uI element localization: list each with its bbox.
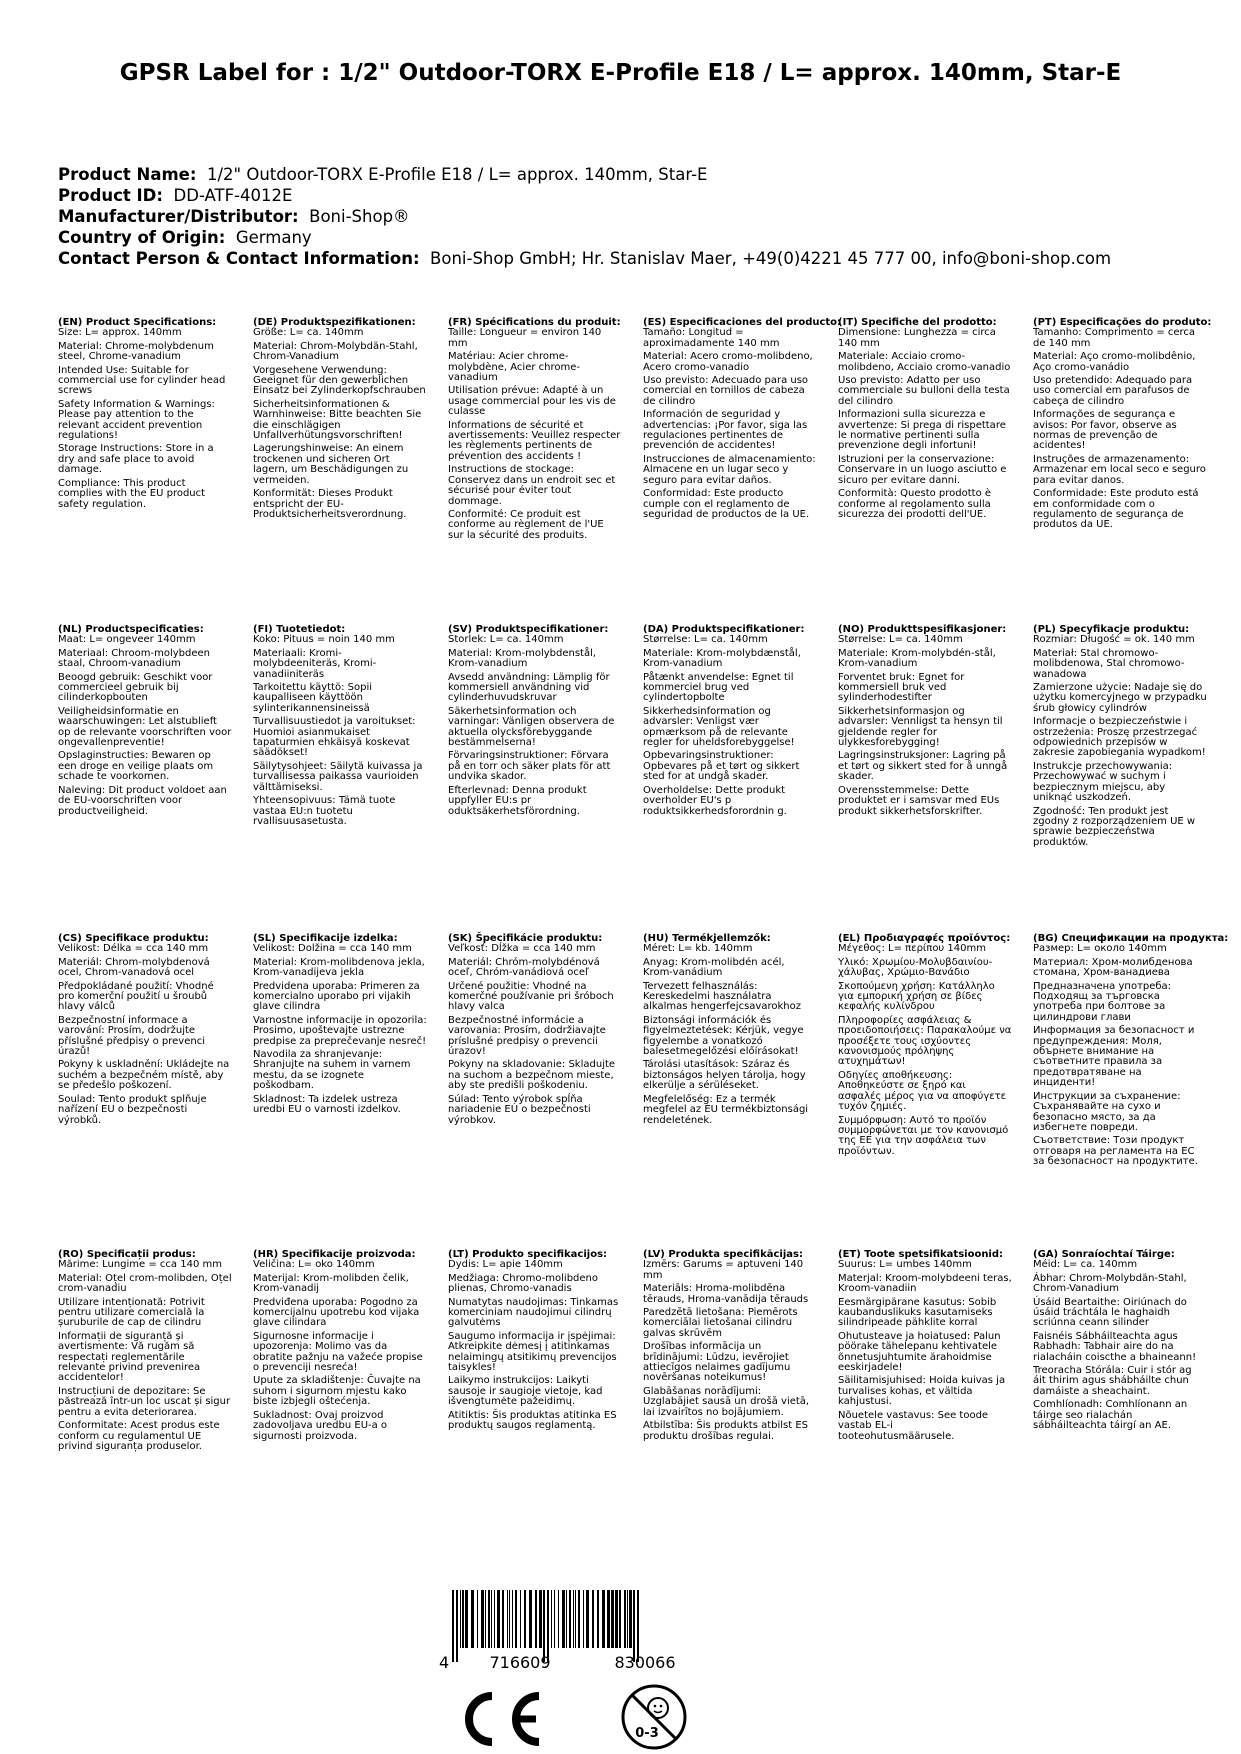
spec-line: Størrelse: L= ca. 140mm	[838, 634, 963, 646]
spec-line: Yhteensopivuus: Tämä tuote vastaa EU:n tuotetu rvallisuusasetusta.	[253, 795, 396, 827]
spec-line: Medžiaga: Chromo-molibdeno plienas, Chromo-vanadis	[448, 1272, 599, 1295]
spec-line: Upute za skladištenje: Čuvajte na suhom i sigurnom mjestu kako biste izbjegli oštećenja.	[253, 1375, 421, 1408]
spec-line: Varnostne informacije in opozorila: Prosimo, upoštevajte ustrezne predpise za preprečevanje nesreč!	[253, 1014, 427, 1047]
spec-line: Soulad: Tento produkt splňuje nařízení EU o bezpečnosti výrobků.	[58, 1093, 207, 1126]
barcode-digits-right: 830066	[614, 1653, 676, 1670]
spec-line: Instrucțiuni de depozitare: Se păstrează într-un loc uscat și sigur pentru a evita deteriorarea.	[58, 1385, 231, 1418]
spec-line: Bezpečnostní informace a varování: Prosím, dodržujte příslušné předpisy o prevenci úrazů!	[58, 1014, 205, 1058]
spec-block	[448, 1250, 622, 1435]
spec-block-title: (SL) Specifikacije izdelka:	[253, 933, 398, 944]
spec-line: Suurus: L= umbes 140mm	[838, 1259, 972, 1271]
spec-line: Material: Acero cromo-molibdeno, Acero cromo-vanadio	[643, 351, 813, 373]
spec-block	[1033, 625, 1207, 851]
spec-line: Οδηγίες αποθήκευσης: Αποθηκεύστε σε ξηρό και ασφαλές μέρος για να αποφύγετε τυχόν ζημιές.	[838, 1069, 1007, 1113]
spec-line: Safety Information & Warnings: Please pay attention to the relevant accident prevention regulations!	[58, 398, 215, 442]
info-product-id	[58, 185, 1198, 206]
spec-line: Určené použitie: Vhodné na komerčné používanie pri šróboch hlavy valca	[448, 980, 614, 1013]
spec-line: Material: Chrome-molybdenum steel, Chrome-vanadium	[58, 340, 214, 363]
spec-line: Tamanho: Comprimento = cerca de 140 mm	[1033, 327, 1196, 349]
spec-line: Size: L= approx. 140mm	[58, 327, 182, 339]
spec-line: Avsedd användning: Lämplig för kommersiell användning vid cylinderhuvudskruvar	[448, 671, 610, 704]
spec-block-title: (FR) Spécifications du produit:	[448, 317, 621, 328]
spec-block-title: (HU) Termékjellemzők:	[643, 933, 771, 944]
spec-line: Turvallisuustiedot ja varoitukset: Huomioi asianmukaiset tapaturmien ehkäisyä koskevat säädökset!	[253, 716, 416, 759]
spec-block-title: (LT) Produkto specifikacijos:	[448, 1249, 608, 1260]
spec-block-title: (SK) Špecifikácie produktu:	[448, 933, 603, 944]
spec-line: Πληροφορίες ασφάλειας & προειδοποιήσεις: Παρακαλούμε να προσέξετε τους ισχύοντες κανονισμούς πρόληψης ατυχημάτων!	[838, 1014, 1012, 1068]
spec-block-title: (EN) Product Specifications:	[58, 317, 217, 328]
spec-line: Eesmärgipärane kasutus: Sobib kaubanduslikuks kasutamiseks silindripeade pähklite korral	[838, 1296, 997, 1329]
spec-line: Overensstemmelse: Dette produktet er i samsvar med EUs produkt sikkerhetsforskrifter.	[838, 784, 1000, 817]
spec-line: Skladnost: Ta izdelek ustreza uredbi EU o varnosti izdelkov.	[253, 1093, 401, 1116]
spec-line: Sicherheitsinformationen & Warnhinweise: Bitte beachten Sie die einschlägigen Unfallverhütungsvorschriften!	[253, 398, 422, 442]
spec-line: Úsáid Beartaithe: Oiriúnach do úsáid tráchtála le haghaidh scriúnna ceann silinder	[1033, 1296, 1187, 1329]
spec-line: Σκοπούμενη χρήση: Κατάλληλο για εμπορική χρήση σε βίδες κεφαλής κυλίνδρου	[838, 980, 995, 1013]
spec-line: Matériau: Acier chrome-molybdène, Acier chrome-vanadium	[448, 351, 580, 384]
spec-line: Lagerungshinweise: An einem trockenen und sicheren Ort lagern, um Beschädigungen zu vermeiden.	[253, 443, 409, 486]
info-contact	[58, 248, 1198, 269]
spec-line: Materiaal: Chroom-molybdeen staal, Chroom-vanadium	[58, 647, 210, 670]
spec-block	[448, 934, 622, 1129]
spec-block	[838, 934, 1012, 1160]
spec-line: Material: Krom-molybdenstål, Krom-vanadium	[448, 647, 597, 670]
barcode-digits-left: 716609	[489, 1653, 551, 1670]
spec-line: Taille: Longueur = environ 140 mm	[448, 327, 602, 349]
info-product-name	[58, 164, 1198, 185]
spec-line: Tamaño: Longitud = aproximadamente 140 mm	[643, 327, 780, 349]
spec-line: Instruções de armazenamento: Armazenar em local seco e seguro para evitar danos.	[1033, 453, 1206, 486]
info-value: DD-ATF-4012E	[173, 186, 293, 205]
spec-block	[253, 318, 427, 523]
spec-block-title: (HR) Specifikacije proizvoda:	[253, 1249, 416, 1260]
spec-line: Conformità: Questo prodotto è conforme al regolamento sulla sicurezza dei prodotti dell'UE.	[838, 488, 992, 520]
age-label: 0-3	[635, 1726, 659, 1741]
spec-block-title: (ES) Especificaciones del producto:	[643, 317, 842, 328]
spec-line: Materjal: Kroom-molybdeeni teras, Kroom-vanadiin	[838, 1272, 1012, 1295]
spec-line: Συμμόρφωση: Αυτό το προϊόν συμμορφώνεται με τον κανονισμό της ΕΕ για την ασφάλεια των προϊόντων.	[838, 1114, 1009, 1157]
spec-line: Intended Use: Suitable for commercial use for cylinder head screws	[58, 364, 226, 397]
spec-line: Tervezett felhasználás: Kereskedelmi használatra alkalmas hengerfejcsavarokhoz	[643, 980, 801, 1013]
spec-line: Velikost: Délka = cca 140 mm	[58, 943, 209, 955]
info-label: Country of Origin:	[58, 228, 226, 247]
spec-block-title: (PL) Specyfikacje produktu:	[1033, 624, 1190, 635]
spec-line: Sikkerhetsinformasjon og advarsler: Vennligst ta hensyn til gjeldende regler for ulykkesforebygging!	[838, 705, 1003, 749]
spec-line: Uso previsto: Adecuado para uso comercial en tornillos de cabeza de cilindro	[643, 375, 809, 407]
spec-line: Predviđena uporaba: Pogodno za komercijalnu upotrebu kod vijaka glave cilindara	[253, 1296, 420, 1329]
spec-line: Nõuetele vastavus: See toode vastab EL-i tooteohutusmäärusele.	[838, 1409, 989, 1442]
spec-block-title: (RO) Specificații produs:	[58, 1249, 196, 1260]
spec-line: Méid: L= ca. 140mm	[1033, 1259, 1138, 1271]
spec-line: Faisnéis Sábháilteachta agus Rabhadh: Tabhair aire do na rialacháin coiscthe a bhaineann!	[1033, 1330, 1197, 1363]
spec-block	[58, 625, 232, 820]
spec-block	[838, 1250, 1012, 1445]
spec-line: Materiał: Stal chromowo-molibdenowa, Stal chromowo-wanadowa	[1033, 647, 1185, 680]
spec-line: Veiligheidsinformatie en waarschuwingen: Let alstublieft op de relevante voorschriften voor ongevallenpreventie!	[58, 705, 232, 749]
spec-line: Información de seguridad y advertencias: ¡Por favor, siga las regulaciones pertinentes de prevención de accidentes!	[643, 409, 808, 452]
spec-line: Materiale: Krom-molybdén-stål, Krom-vanadium	[838, 647, 996, 670]
spec-line: Megfelelőség: Ez a termék megfelel az EU termékbiztonsági rendeletének.	[643, 1093, 809, 1126]
spec-block-title: (IT) Specifiche del prodotto:	[838, 317, 997, 328]
spec-line: Materijal: Krom-molibden čelik, Krom-vanadij	[253, 1272, 409, 1295]
product-info	[58, 164, 1198, 269]
spec-line: Sikkerhedsinformation og advarsler: Venligst vær opmærksom på de relevante regler for uheldsforebyggelse!	[643, 705, 795, 749]
spec-line: Předpokládané použití: Vhodné pro komerční použití u šroubů hlavy válců	[58, 980, 214, 1013]
spec-line: Lagringsinstruksjoner: Lagring på et tørt og sikkert sted for å unngå skader.	[838, 750, 1008, 783]
spec-line: Utilizare intenționată: Potrivit pentru utilizare comercială la șuruburile de cap de cilindru	[58, 1296, 205, 1329]
spec-block-title: (SV) Produktspecifikationer:	[448, 624, 609, 635]
spec-line: Maat: L= ongeveer 140mm	[58, 634, 196, 646]
spec-line: Materiale: Acciaio cromo-molibdeno, Acciaio cromo-vanadio	[838, 351, 1011, 373]
info-country	[58, 227, 1198, 248]
spec-line: Laikymo instrukcijos: Laikyti sausoje ir saugioje vietoje, kad išvengtumėte pažeidimų.	[448, 1375, 603, 1408]
info-label: Product ID:	[58, 186, 163, 205]
spec-block-title: (DE) Produktspezifikationen:	[253, 317, 416, 328]
spec-line: Velikost: Dolžina = cca 140 mm	[253, 943, 412, 955]
spec-line: Materiale: Krom-molybdænstål, Krom-vanadium	[643, 647, 801, 670]
spec-block-title: (BG) Спецификации на продукта:	[1033, 933, 1229, 944]
spec-line: Dydis: L= apie 140mm	[448, 1259, 563, 1271]
spec-line: Instrukcje przechowywania: Przechowywać w suchym i bezpiecznym miejscu, aby uniknąć uszkodzeń.	[1033, 760, 1173, 804]
spec-block	[58, 1250, 232, 1455]
spec-block	[1033, 317, 1212, 534]
info-value: Boni-Shop®	[309, 207, 410, 226]
spec-line: Istruzioni per la conservazione: Conservare in un luogo asciutto e sicuro per evitare danni.	[838, 453, 1007, 486]
spec-block	[643, 317, 842, 523]
spec-line: Instructions de stockage: Conservez dans un endroit sec et sécurisé pour éviter tout dommage.	[448, 464, 616, 507]
spec-line: Ohutusteave ja hoiatused: Palun pöörake tähelepanu kehtivatele õnnetusjuhtumite ärahoidmise eeskirjadele!	[838, 1330, 1001, 1374]
spec-line: Materiál: Chróm-molybdénová oceľ, Chróm-vanádiová oceľ	[448, 956, 600, 979]
spec-block-title: (PT) Especificações do produto:	[1033, 317, 1212, 328]
spec-line: Ábhar: Chrom-Molybdän-Stahl, Chrom-Vanadium	[1033, 1272, 1187, 1295]
info-label: Manufacturer/Distributor:	[58, 207, 299, 226]
spec-line: Съответствие: Този продукт отговаря на регламента на ЕС за безопасност на продуктите.	[1033, 1135, 1198, 1168]
spec-line: Overholdelse: Dette produkt overholder EU's p roduktsikkerhedsforordnin g.	[643, 784, 787, 817]
info-value: Germany	[235, 228, 312, 247]
spec-line: Atitiktis: Šis produktas atitinka ES produktų saugos reglamentą.	[448, 1409, 617, 1432]
spec-line: Anyag: Krom-molibdén acél, Krom-vanádium	[643, 956, 785, 979]
spec-line: Material: Aço cromo-molibdênio, Aço cromo-vanádio	[1033, 351, 1196, 373]
ce-mark-icon	[452, 1690, 544, 1748]
spec-block-title: (LV) Produkta specifikācijas:	[643, 1249, 803, 1260]
spec-line: Materiaali: Kromi-molybdeeniteräs, Kromi-vanadiiniteräs	[253, 647, 377, 680]
spec-line: Tárolási utasítások: Száraz és biztonságos helyen tárolja, hogy elkerülje a sérüléseket.	[643, 1059, 806, 1092]
page-title: GPSR Label for : 1/2" Outdoor-TORX E-Profile E18 / L= approx. 140mm, Star-E	[119, 60, 1122, 86]
spec-line: Säkerhetsinformation och varningar: Vänligen observera de aktuella olycksförebyggande bestämmelserna!	[448, 705, 615, 749]
spec-line: Материал: Хром-молибденова стомана, Хром-ванадиева	[1033, 956, 1193, 979]
info-value: 1/2" Outdoor-TORX E-Profile E18 / L= approx. 140mm, Star-E	[206, 165, 708, 184]
info-label: Contact Person & Contact Information:	[58, 249, 420, 268]
spec-line: Zamierzone użycie: Nadaje się do użytku komercyjnego w przypadku śrub głowicy cylindrów	[1033, 682, 1207, 714]
spec-line: Glabāšanas norādījumi: Uzglabājiet sausā un drošā vietā, lai izvairītos no bojājumiem.	[643, 1385, 810, 1418]
spec-line: Predvidena uporaba: Primeren za komercialno uporabo pri vijakih glave cilindra	[253, 980, 420, 1013]
spec-line: Conformitate: Acest produs este conform cu regulamentul UE privind siguranța produselor.	[58, 1420, 220, 1452]
spec-block	[1033, 1250, 1207, 1435]
spec-line: Material: Krom-molibdenova jekla, Krom-vanadijeva jekla	[253, 956, 425, 979]
info-label: Product Name:	[58, 165, 197, 184]
spec-line: Materiál: Chrom-molybdenová ocel, Chrom-vanadová ocel	[58, 956, 210, 979]
spec-block-title: (GA) Sonraíochtaí Táirge:	[1033, 1249, 1175, 1260]
spec-block	[643, 1250, 817, 1445]
spec-line: Comhlíonadh: Comhlíonann an táirge seo rialachán sábháilteachta táirgí an AE.	[1033, 1399, 1188, 1432]
spec-block-title: (ET) Toote spetsifikatsioonid:	[838, 1249, 1004, 1260]
spec-line: Uso pretendido: Adequado para uso comercial em parafusos de cabeça de cilindro	[1033, 375, 1193, 407]
spec-line: Uso previsto: Adatto per uso commerciale su bulloni della testa del cilindro	[838, 375, 1010, 407]
spec-line: Méret: L= kb. 140mm	[643, 943, 753, 955]
spec-line: Påtænkt anvendelse: Egnet til kommerciel brug ved cylindertopbolte	[643, 671, 794, 704]
spec-line: Μέγεθος: L= περίπου 140mm	[838, 943, 986, 955]
spec-block	[58, 318, 232, 513]
spec-block-title: (EL) Προδιαγραφές προϊόντος:	[838, 933, 1011, 944]
spec-block	[448, 318, 622, 544]
spec-line: Naleving: Dit product voldoet aan de EU-voorschriften voor productveiligheid.	[58, 784, 227, 817]
spec-line: Beoogd gebruik: Geschikt voor commercieel gebruik bij cilinderkopbouten	[58, 671, 213, 704]
spec-line: Säilitamisjuhised: Hoida kuivas ja turvalises kohas, et vältida kahjustusi.	[838, 1375, 1006, 1408]
spec-line: Informations de sécurité et avertissements: Veuillez respecter les règlements pertinents de prévention des accidents !	[448, 419, 621, 462]
spec-line: Utilisation prévue: Adapté à un usage commercial pour les vis de culasse	[448, 385, 616, 418]
spec-line: Informații de siguranță și avertismente: Vă rugăm să respectați reglementările relevante privind prevenirea accidentelor!	[58, 1330, 201, 1384]
spec-line: Storlek: L= ca. 140mm	[448, 634, 564, 646]
spec-line: Izmērs: Garums = aptuveni 140 mm	[643, 1259, 804, 1281]
spec-block	[1033, 933, 1229, 1171]
spec-line: Tarkoitettu käyttö: Sopii kaupalliseen käyttöön sylinterikannensineissä	[253, 682, 372, 714]
spec-line: Conformidade: Este produto está em conformidade com o regulamento de segurança de produtos da UE.	[1033, 488, 1199, 531]
spec-line: Förvaringsinstruktioner: Förvara på en torr och säker plats för att undvika skador.	[448, 750, 611, 783]
spec-line: Compliance: This product complies with the EU product safety regulation.	[58, 477, 206, 510]
spec-line: Предназначена употреба: Подходящ за търговска употреба при болтове за цилиндрови глави	[1033, 980, 1172, 1023]
spec-block-title: (CS) Specifikace produktu:	[58, 933, 209, 944]
spec-line: Größe: L= ca. 140mm	[253, 327, 364, 339]
spec-line: Dimensione: Lunghezza = circa 140 mm	[838, 327, 996, 349]
spec-line: Forventet bruk: Egnet for kommersiell bruk ved sylinderhodestifter	[838, 671, 965, 704]
spec-block	[643, 934, 817, 1129]
spec-line: Numatytas naudojimas: Tinkamas komerciniam naudojimui cilindrų galvutėms	[448, 1296, 619, 1329]
spec-line: Konformität: Dieses Produkt entspricht der EU-Produktsicherheitsverordnung.	[253, 488, 407, 520]
spec-block-title: (NO) Produkttspesifikasjoner:	[838, 624, 1007, 635]
spec-line: Treoracha Stórála: Cuir i stór ag áit thirim agus shábháilte chun damáiste a sheachaint.	[1033, 1365, 1192, 1397]
spec-line: Vorgesehene Verwendung: Geeignet für den gewerblichen Einsatz bei Zylinderkopfschrauben	[253, 364, 426, 397]
spec-line: Conformité: Ce produit est conforme au règlement de l'UE sur la sécurité des produits.	[448, 508, 604, 541]
spec-line: Zgodność: Ten produkt jest zgodny z rozporządzeniem UE w sprawie bezpieczeństwa produktów.	[1033, 805, 1196, 848]
info-value: Boni-Shop GmbH; Hr. Stanislav Maer, +49(0)4221 45 777 00, info@boni-shop.com	[430, 249, 1112, 268]
spec-block	[58, 934, 232, 1129]
spec-block	[253, 625, 427, 830]
spec-block-title: (NL) Productspecificaties:	[58, 624, 204, 635]
spec-block	[448, 625, 622, 820]
spec-line: Súlad: Tento výrobok spĺňa nariadenie EÚ o bezpečnosti výrobkov.	[448, 1093, 591, 1126]
spec-line: Storage Instructions: Store in a dry and safe place to avoid damage.	[58, 443, 214, 476]
spec-line: Størrelse: L= ca. 140mm	[643, 634, 768, 646]
spec-line: Efterlevnad: Denna produkt uppfyller EU:s pr oduktsäkerhetsförordning.	[448, 784, 587, 817]
spec-line: Conformidad: Este producto cumple con el reglamento de seguridad de productos de la UE.	[643, 488, 810, 520]
spec-line: Veličina: L= oko 140mm	[253, 1259, 375, 1271]
spec-line: Materiāls: Hroma-molibdēna tērauds, Hroma-vanādija tērauds	[643, 1283, 809, 1305]
spec-line: Sukladnost: Ovaj proizvod zadovoljava uredbu EU-a o sigurnosti proizvoda.	[253, 1409, 388, 1442]
spec-line: Material: Oțel crom-molibden, Oțel crom-vanadiu	[58, 1272, 232, 1295]
spec-line: Veľkosť: Dĺžka = cca 140 mm	[448, 943, 596, 955]
age-warning-icon	[620, 1683, 688, 1751]
spec-line: Informacje o bezpieczeństwie i ostrzeżenia: Proszę przestrzegać odpowiednich przepisów w zakresie zapobiegania wypadkom!	[1033, 716, 1206, 759]
info-manufacturer	[58, 206, 1198, 227]
spec-line: Navodila za shranjevanje: Shranjujte na suhem in varnem mestu, da se izognete poškodbam.	[253, 1049, 411, 1092]
spec-block	[838, 318, 1012, 523]
spec-line: Rozmiar: Długość = ok. 140 mm	[1033, 634, 1195, 646]
spec-line: Информация за безопасност и предупреждения: Моля, обърнете внимание на съответните правила за предотвратяване на инциденти!	[1033, 1025, 1195, 1089]
spec-line: Informazioni sulla sicurezza e avvertenze: Si prega di rispettare le normative pertinenti sulla prevenzione degli infortuni!	[838, 409, 1006, 452]
spec-line: Informações de segurança e avisos: Por favor, observe as normas de prevenção de acidentes!	[1033, 409, 1177, 452]
spec-line: Инструкции за съхранение: Съхранявайте на сухо и безопасно място, за да избегнете повреди.	[1033, 1090, 1181, 1133]
spec-line: Saugumo informacija ir įspėjimai: Atkreipkite dėmesį į atitinkamas nelaimingų atsitikimų prevencijos taisykles!	[448, 1330, 617, 1374]
spec-line: Drošības informācija un brīdinājumi: Lūdzu, ievērojiet attiecīgos nelaimes gadījumu novēršanas noteikumus!	[643, 1341, 791, 1384]
spec-line: Opslaginstructies: Bewaren op een droge en veilige plaats om schade te voorkomen.	[58, 750, 214, 783]
barcode-digit-first: 4	[439, 1653, 450, 1670]
spec-line: Paredzētā lietošana: Piemērots komerciālai lietošanai cilindru galvas skrūvēm	[643, 1307, 798, 1339]
spec-line: Koko: Pituus = noin 140 mm	[253, 634, 395, 646]
spec-line: Opbevaringsinstruktioner: Opbevares på et tørt og sikkert sted for at undgå skader.	[643, 750, 800, 783]
spec-line: Bezpečnostné informácie a varovania: Prosím, dodržiavajte príslušné predpisy o prevencii úrazov!	[448, 1014, 606, 1058]
spec-block-title: (DA) Produktspecifikationer:	[643, 624, 805, 635]
spec-line: Instrucciones de almacenamiento: Almacene en un lugar seco y seguro para evitar daños.	[643, 453, 816, 486]
spec-block	[253, 934, 427, 1119]
spec-line: Pokyny na skladovanie: Skladujte na suchom a bezpečnom mieste, aby ste predišli poškodeniu.	[448, 1059, 616, 1092]
spec-line: Размер: L= около 140mm	[1033, 943, 1167, 955]
spec-line: Atbilstība: Šis produkts atbilst ES produktu drošības regulai.	[643, 1420, 809, 1442]
spec-line: Material: Chrom-Molybdän-Stahl, Chrom-Vanadium	[253, 340, 418, 363]
spec-line: Biztonsági információk és figyelmeztetések: Kérjük, vegye figyelembe a vonatkozó balesetmegelőzési előírásokat!	[643, 1014, 804, 1058]
spec-block	[643, 625, 817, 820]
spec-block	[838, 625, 1012, 820]
spec-block	[253, 1250, 427, 1445]
spec-line: Säilytysohjeet: Säilytä kuivassa ja turvallisessa paikassa vaurioiden välttämiseksi.	[253, 760, 423, 793]
spec-line: Pokyny k uskladnění: Ukládejte na suchém a bezpečném místě, aby se předešlo poškození.	[58, 1059, 230, 1092]
spec-line: Sigurnosne informacije i upozorenja: Molimo vas da obratite pažnju na važeće propise o prevenciji nesreća!	[253, 1330, 423, 1374]
spec-line: Mărime: Lungime = cca 140 mm	[58, 1259, 222, 1271]
spec-block-title: (FI) Tuotetiedot:	[253, 624, 346, 635]
barcode-icon	[434, 1590, 734, 1670]
spec-line: Υλικό: Χρωμίου-Μολυβδαινίου-χάλυβας, Χρώμιο-Βανάδιο	[838, 956, 993, 979]
